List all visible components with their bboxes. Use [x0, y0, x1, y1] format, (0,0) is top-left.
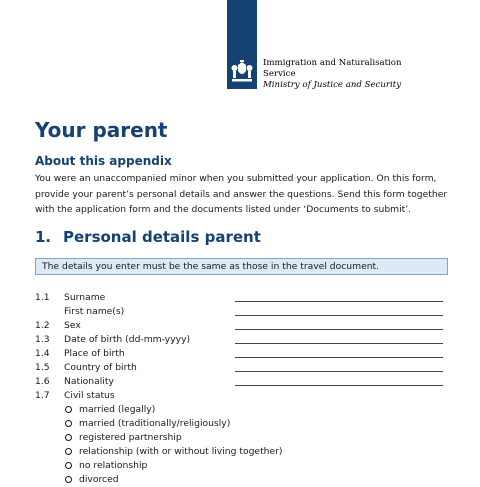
radio-circle-icon[interactable]	[65, 434, 72, 441]
section-number: 1.	[35, 228, 52, 246]
notice-box: The details you enter must be the same as those in the travel document.	[35, 258, 448, 275]
option-label: registered partnership	[79, 432, 182, 443]
appendix-heading: About this appendix	[35, 154, 172, 168]
option-label: married (traditionally/religiously)	[79, 418, 231, 429]
field-label: Nationality	[64, 376, 114, 387]
field-number: 1.5	[35, 362, 50, 373]
field-row-nationality	[0, 375, 480, 389]
radio-circle-icon[interactable]	[65, 448, 72, 455]
civil-status-option[interactable]	[0, 445, 480, 459]
radio-circle-icon[interactable]	[65, 406, 72, 413]
civil-status-option[interactable]	[0, 417, 480, 431]
field-number: 1.2	[35, 320, 50, 331]
country-of-birth-input-line[interactable]	[235, 371, 443, 372]
field-row-civil-status	[0, 389, 480, 403]
org-line-2: Service	[263, 69, 296, 79]
civil-status-option[interactable]	[0, 459, 480, 473]
first-names-input-line[interactable]	[235, 315, 443, 316]
field-number: 1.4	[35, 348, 50, 359]
radio-circle-icon[interactable]	[65, 420, 72, 427]
civil-status-option[interactable]	[0, 473, 480, 487]
field-number: 1.1	[35, 292, 50, 303]
nationality-input-line[interactable]	[235, 385, 443, 386]
option-label: married (legally)	[79, 404, 156, 415]
place-of-birth-input-line[interactable]	[235, 357, 443, 358]
field-label: Place of birth	[64, 348, 125, 359]
appendix-text: You were an unaccompanied minor when you submitted your application. On this form, provide your parent’s personal details and answer the questions. Send this form together with the application form and the documents listed under ‘Documents to submit’.	[35, 173, 448, 215]
page-title: Your parent	[35, 118, 168, 142]
coat-of-arms-icon	[229, 58, 255, 84]
section-heading	[35, 228, 261, 246]
civil-status-option[interactable]	[0, 403, 480, 417]
field-row-surname	[0, 291, 480, 305]
radio-circle-icon[interactable]	[65, 462, 72, 469]
section-title: Personal details parent	[63, 228, 261, 246]
option-label: relationship (with or without living together)	[79, 446, 283, 457]
field-label: Surname	[64, 292, 106, 303]
field-row-first-names	[0, 305, 480, 319]
ministry-name: Ministry of Justice and Security	[263, 80, 402, 90]
civil-status-option[interactable]	[0, 431, 480, 445]
surname-input-line[interactable]	[235, 301, 443, 302]
option-label: no relationship	[79, 460, 148, 471]
field-row-place-of-birth	[0, 347, 480, 361]
field-number: 1.3	[35, 334, 50, 345]
sex-input-line[interactable]	[235, 329, 443, 330]
personal-details-form	[0, 291, 480, 487]
field-label: Date of birth (dd-mm-yyyy)	[64, 334, 191, 345]
field-row-country-of-birth	[0, 361, 480, 375]
field-label: Sex	[64, 320, 81, 331]
date-of-birth-input-line[interactable]	[235, 343, 443, 344]
field-number: 1.7	[35, 390, 50, 401]
option-label: divorced	[79, 474, 119, 485]
field-number: 1.6	[35, 376, 50, 387]
field-label: Country of birth	[64, 362, 137, 373]
field-row-sex	[0, 319, 480, 333]
field-row-date-of-birth	[0, 333, 480, 347]
field-label: First name(s)	[64, 306, 125, 317]
field-label: Civil status	[64, 390, 115, 401]
organisation-name	[263, 58, 402, 91]
org-line-1: Immigration and Naturalisation	[263, 58, 402, 68]
